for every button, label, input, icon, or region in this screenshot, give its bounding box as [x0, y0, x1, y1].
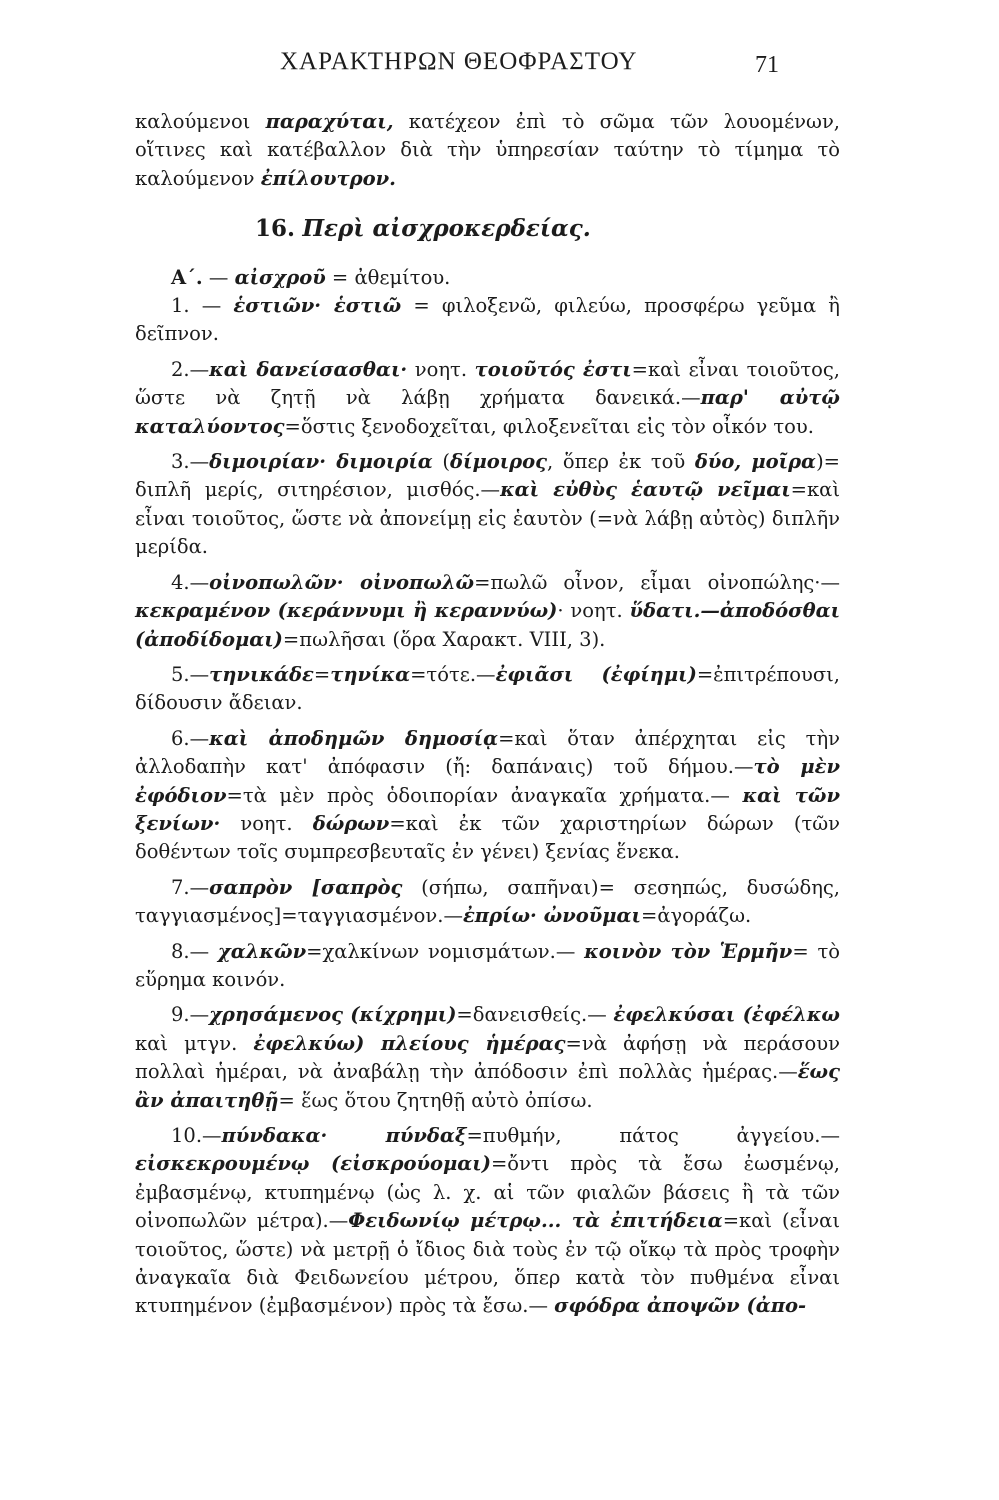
note-10 [135, 1122, 840, 1321]
page-number: 71 [755, 52, 779, 78]
note-label: Α΄. [171, 265, 203, 289]
note-1 [135, 292, 840, 349]
note-9 [135, 1001, 840, 1115]
page-body [135, 108, 840, 1321]
lemma: καὶ δανείσασθαι· [209, 357, 408, 381]
lemma: καὶ εὐθὺς ἑαυτῷ νεῖμαι [500, 478, 791, 502]
lemma: καὶ ἀποδημῶν δημοσίᾳ [209, 726, 499, 750]
text-run: =ἐπιτρέπουσι, δίδουσιν ἄδειαν. [135, 662, 840, 715]
text-run: =καὶ εἶναι τοιοῦτος, ὥστε νὰ ἀπονείμῃ εἰς ἑαυτὸν (=νὰ λάβῃ αὐτὸς) διπλῆν μερίδα. [135, 478, 840, 559]
text-run: =καὶ (εἶναι τοιοῦτος, ὥστε) νὰ μετρῇ ὁ ἴδιος διὰ τοὺς ἐν τῷ οἴκῳ τὰ πρὸς τροφὴν ἀναγκαῖα διὰ Φειδωνείου μέτρου, ὅπερ κατὰ τὸν πυθμένα εἶναι κτυπημένον (ἐμβασμένον) πρὸς τὰ ἔσω.— [135, 1209, 840, 1318]
lemma: ἐπρίω· ὠνοῦμαι [462, 904, 641, 928]
text-run: =ὅστις ξενοδοχεῖται, φιλοξενεῖται εἰς τὸν οἶκόν του. [284, 414, 814, 438]
text-run: 2.— [171, 357, 210, 381]
section-title: Περὶ αἰσχροκερδείας. [302, 215, 591, 243]
text-run: 9.— [171, 1003, 210, 1027]
lemma: κοινὸν τὸν Ἑρμῆν [584, 939, 793, 963]
lemma: ἑστιῶν· ἑστιῶ [233, 294, 402, 318]
text-run: 4.— [171, 570, 210, 594]
lemma: ἐφελκύσαι (ἐφέλκω [613, 1003, 840, 1027]
note-8 [135, 938, 840, 995]
lemma: Φειδωνίῳ μέτρῳ... τὰ ἐπιτήδεια [348, 1209, 723, 1233]
text-run: )= διπλῆ μερίς, σιτηρέσιον, μισθός.— [135, 450, 841, 502]
note-4 [135, 569, 840, 654]
text-run: 8.— [171, 939, 218, 963]
text-run: = φιλοξενῶ, φιλεύω, προσφέρω γεῦμα ἢ δεῖπνον. [135, 294, 840, 346]
lemma: παραχύται, [265, 110, 394, 133]
lemma: διμοιρίαν· διμοιρία [209, 450, 433, 474]
text-run: 5.— [171, 662, 210, 686]
text-run: 3.— [171, 450, 210, 474]
text-run: · νοητ. [557, 599, 630, 623]
text-run: =πυθμήν, πάτος ἀγγείου.— [466, 1124, 840, 1147]
lemma: σαπρὸν [σαπρὸς [209, 875, 403, 899]
lemma: τοιοῦτός ἐστι [474, 357, 632, 381]
lemma: ὕδατι.—ἀποδόσθαι (ἀποδίδομαι) [135, 599, 841, 651]
lemma: ἐπίλουτρον. [260, 166, 396, 190]
lemma: ἕως ἂν ἀπαιτηθῇ [135, 1060, 840, 1112]
lemma: χαλκῶν [217, 939, 307, 963]
text-run: = ἕως ὅτου ζητηθῇ αὐτὸ ὀπίσω. [278, 1088, 593, 1112]
text-run: =ὄντι πρὸς τὰ ἔσω ἐωσμένῳ, ἐμβασμένῳ, κτυπημένῳ (ὡς λ. χ. αἱ τῶν φιαλῶν βάσεις ἢ τὰ τῶν οἰνοπωλῶν μέτρα).— [135, 1152, 841, 1233]
lemma: πύνδακα· πύνδαξ [221, 1124, 467, 1147]
text-run: =πωλῶ οἶνον, εἶμαι οἰνοπώλης·— [474, 570, 840, 594]
text-run: νοητ. [407, 357, 475, 381]
text-run: καλούμενοι [135, 110, 266, 133]
text-run: , ὅπερ ἐκ τοῦ [547, 450, 695, 474]
text-run: =χαλκίνων νομισμάτων.— [306, 939, 585, 963]
lemma: παρ' αὐτῷ καταλύοντος [135, 386, 840, 438]
text-run: — [202, 265, 235, 289]
text-run: =πωλῆσαι (ὅρα Χαρακτ. VIII, 3). [282, 627, 606, 651]
lemma: ἐφιᾶσι (ἐφίημι) [495, 662, 697, 686]
text-run: 10.— [171, 1124, 222, 1147]
lemma: καὶ τῶν ξενίων· [135, 783, 840, 835]
note-7 [135, 874, 840, 931]
note-5 [135, 661, 840, 718]
text-run: =δανεισθείς.— [456, 1003, 614, 1027]
lemma: τηνίκα [330, 662, 411, 686]
lemma: δύο, μοῖρα [694, 450, 817, 474]
lemma: οἰνοπωλῶν· οἰνοπωλῶ [209, 570, 475, 594]
lemma: χρησάμενος (κίχρημι) [209, 1003, 457, 1027]
text-run: =καὶ εἶναι τοιοῦτος, ὥστε νὰ ζητῇ νὰ λάβῃ χρήματα δανεικά.— [135, 357, 840, 410]
note-3 [135, 448, 840, 562]
lemma: τὸ μὲν ἐφόδιον [135, 755, 840, 807]
text-run: 6.— [171, 726, 210, 750]
lemma: κεκραμένον (κεράννυμι ἢ κεραννύω) [135, 599, 558, 623]
lemma: εἰσκεκρουμένῳ (εἰσκρούομαι) [135, 1152, 491, 1176]
note-2 [135, 356, 840, 441]
text-run: =καὶ ἐκ τῶν χαριστηρίων δώρων (τῶν δοθέντων τοῖς συμπρεσβευταῖς ἐν γένει) ξενίας ἕνεκα. [135, 811, 840, 864]
note-alpha [135, 264, 840, 292]
text-run: =τὰ μὲν πρὸς ὁδοιπορίαν ἀναγκαῖα χρήματα.— [226, 783, 743, 807]
text-run: =τότε.— [410, 662, 496, 686]
text-run: = ἀθεμίτου. [325, 265, 451, 289]
text-run: κατέχεον ἐπὶ τὸ σῶμα τῶν λουομένων, οἵτινες καὶ κατέβαλλον διὰ τὴν ὑπηρεσίαν ταύτην τὸ τίμημα τὸ καλούμενον [135, 110, 840, 190]
intro-paragraph [135, 108, 840, 193]
text-run: ( [432, 450, 450, 474]
note-6 [135, 725, 840, 867]
lemma: δώρων [312, 811, 390, 835]
text-run: καὶ μτγν. [135, 1031, 254, 1055]
lemma: δίμοιρος [450, 450, 548, 474]
text-run: 7.— [171, 875, 210, 899]
text-run: = τὸ εὕρημα κοινόν. [135, 939, 840, 991]
lemma: ἐφελκύω) πλείους ἡμέρας [253, 1031, 566, 1055]
section-number: 16. [255, 215, 296, 243]
text-run: = [313, 662, 331, 686]
text-run: (σήπω, σαπῆναι)= σεσηπώς, δυσώδης, ταγγιασμένος]=ταγγιασμένον.— [135, 875, 841, 928]
running-head: ΧΑΡΑΚΤΗΡΩΝ ΘΕΟΦΡΑΣΤΟΥ [280, 48, 638, 75]
text-run: νοητ. [220, 811, 313, 835]
text-run: =νὰ ἀφήσῃ νὰ περάσουν πολλαὶ ἡμέραι, νὰ ἀναβάλῃ τὴν ἀπόδοσιν ἐπὶ πολλὰς ἡμέρας.— [135, 1031, 840, 1084]
lemma: τηνικάδε [209, 662, 314, 686]
lemma: αἰσχροῦ [234, 265, 326, 289]
text-run: =ἀγοράζω. [640, 904, 752, 928]
lemma: σφόδρα ἀποψῶν (ἀπο- [554, 1294, 807, 1318]
text-run: 1. — [171, 294, 234, 318]
section-heading [135, 215, 840, 243]
text-run: =καὶ ὅταν ἀπέρχηται εἰς τὴν ἀλλοδαπὴν κατ' ἀπόφασιν (ἤ: δαπάναις) τοῦ δήμου.— [135, 726, 840, 779]
